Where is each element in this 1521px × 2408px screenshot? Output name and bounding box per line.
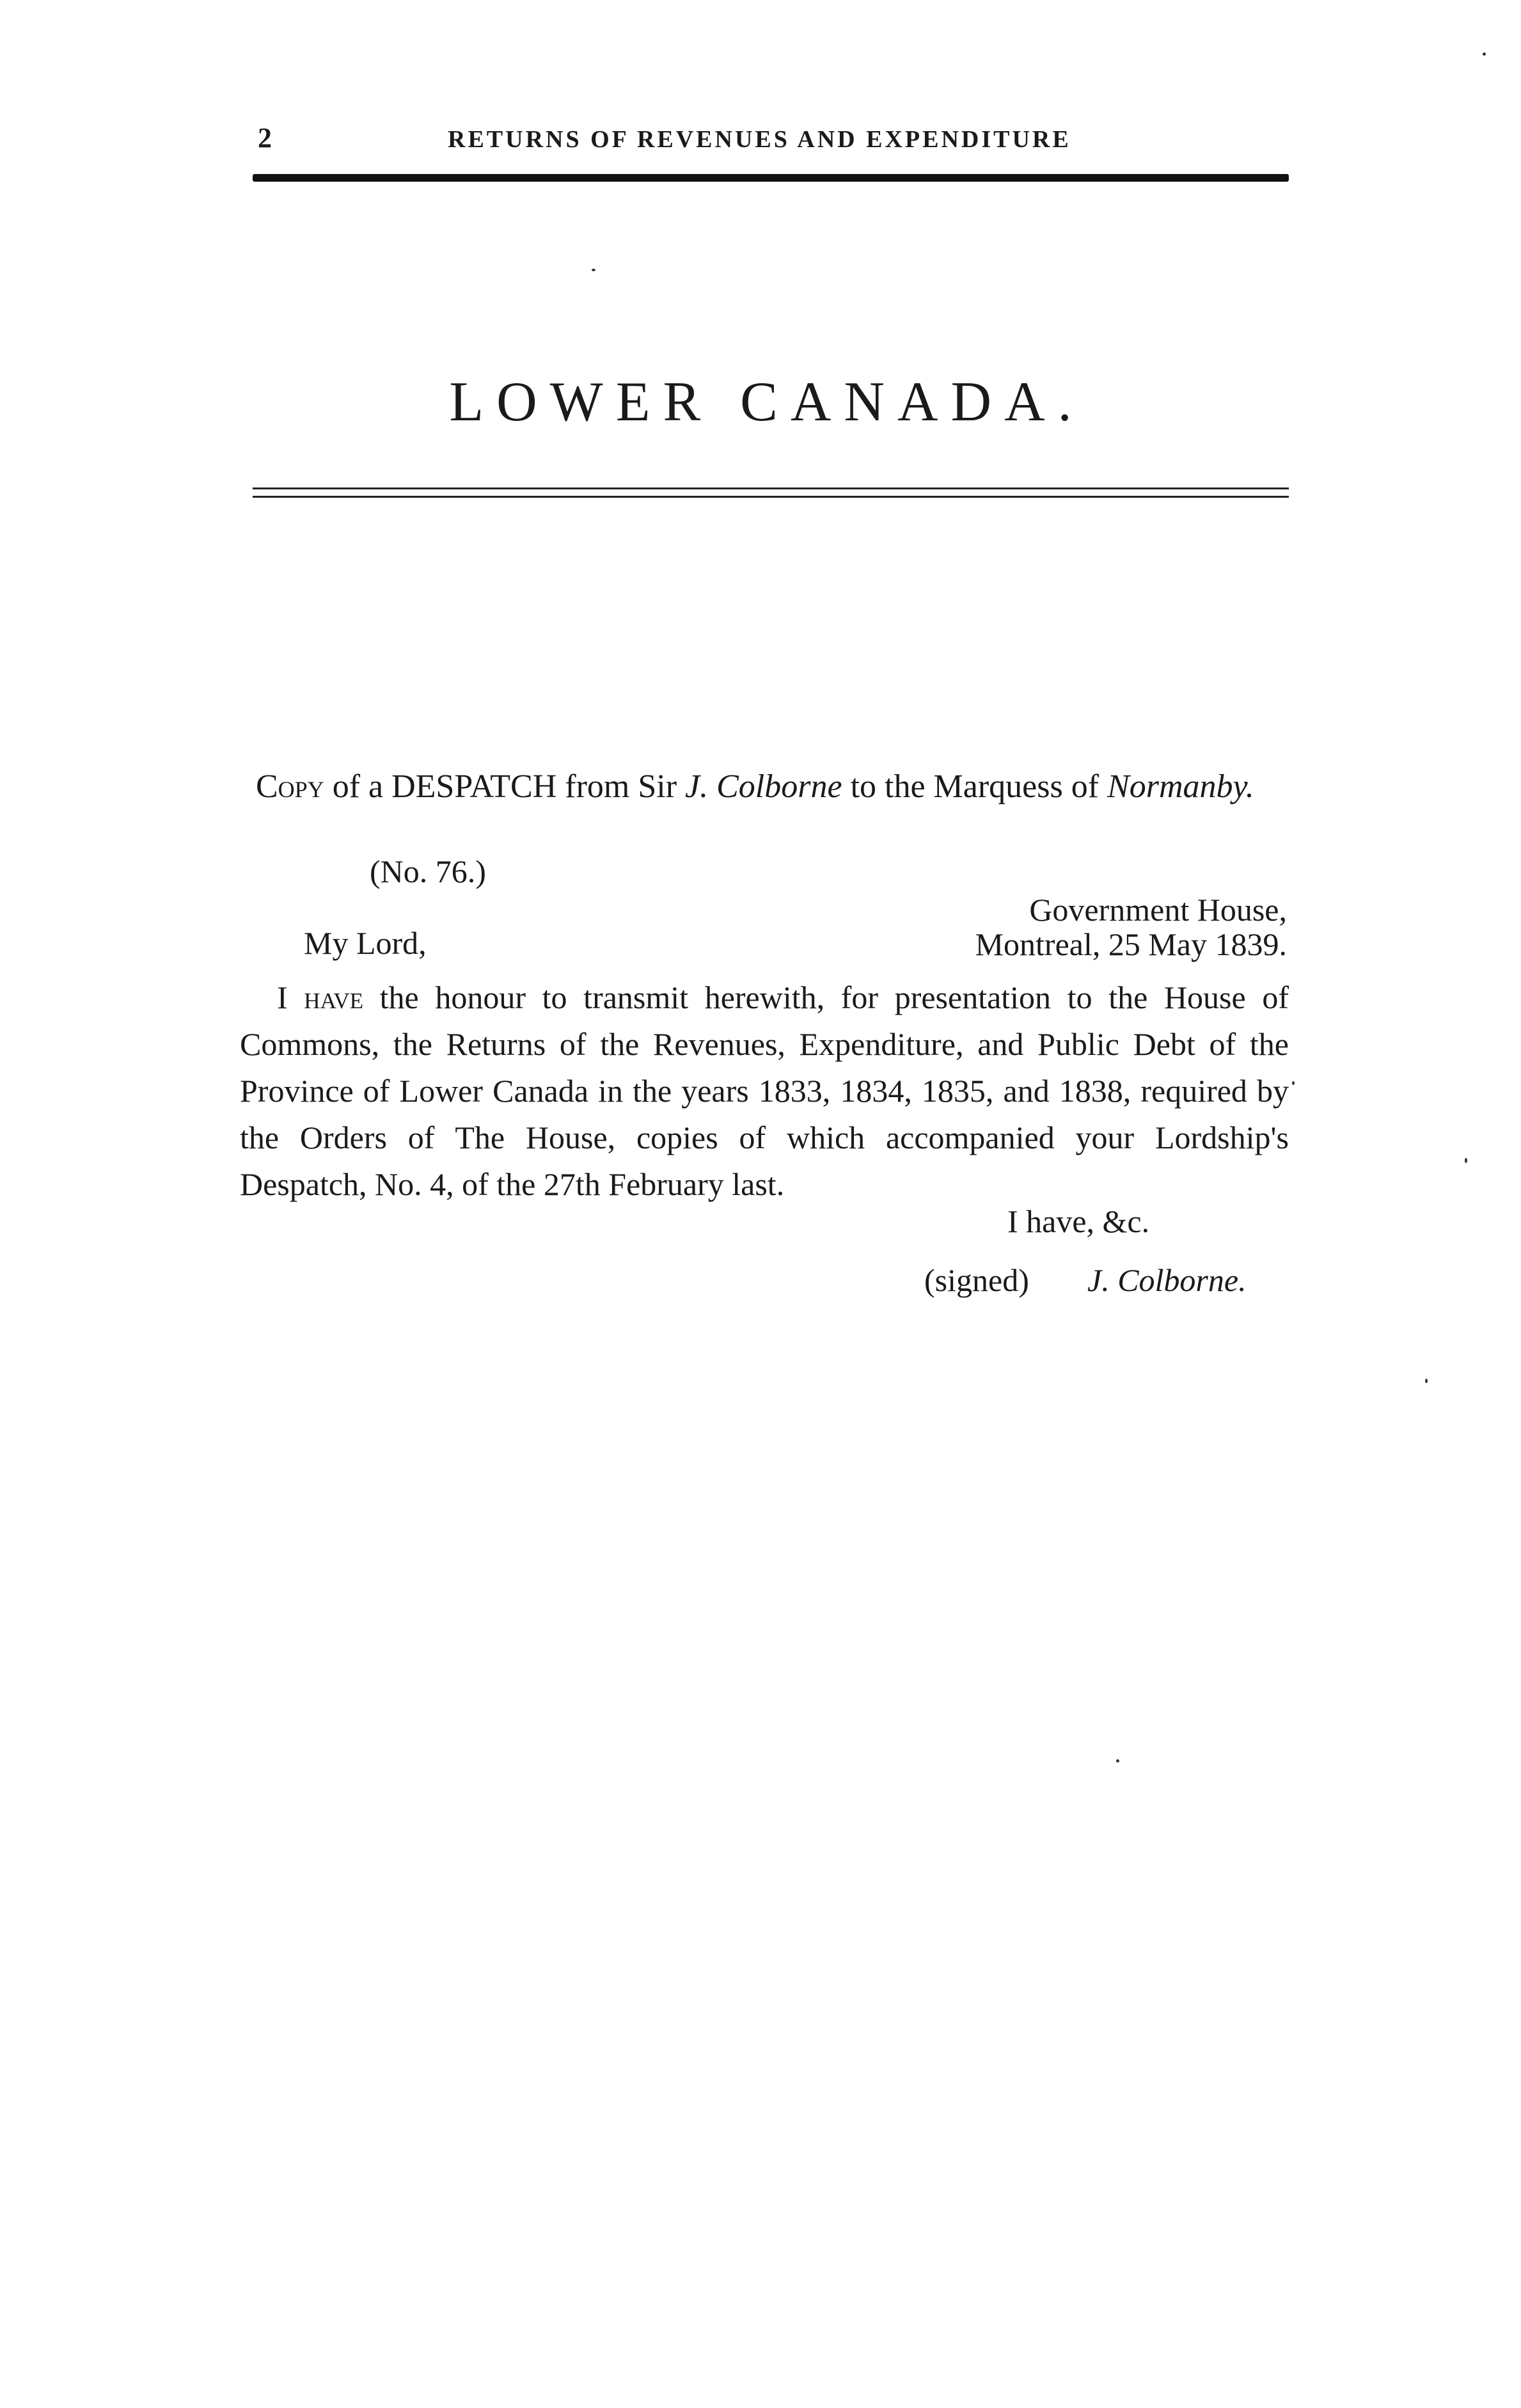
caption-sender: J. Colborne [685, 768, 842, 805]
caption-copy: Copy [256, 768, 324, 805]
place-line-1: Government House, [1029, 892, 1287, 928]
page-number: 2 [258, 122, 272, 154]
caption-to-the: to the Marquess of [842, 768, 1108, 805]
running-title: RETURNS OF REVENUES AND EXPENDITURE [448, 126, 1071, 153]
ink-speck [1292, 1081, 1295, 1085]
ink-speck [1483, 52, 1486, 56]
ink-speck [1116, 1759, 1119, 1762]
signed-label: (signed) [924, 1262, 1029, 1298]
ink-speck [1465, 1158, 1467, 1163]
caption-recipient: Normanby. [1107, 768, 1254, 805]
caption-of-a: of a DESPATCH from Sir [324, 768, 686, 805]
despatch-number: (No. 76.) [370, 853, 486, 889]
place-line-2: Montreal, 25 May 1839. [975, 926, 1287, 962]
ink-speck [592, 269, 595, 271]
header-rule [253, 174, 1289, 182]
letter-opening-word: I have [277, 979, 363, 1015]
letter-closing: I have, &c. [1007, 1203, 1150, 1239]
letter-body [240, 974, 1289, 1208]
despatch-caption [256, 768, 1254, 805]
signature: J. Colborne. [1087, 1262, 1247, 1298]
letter-body-text: the honour to transmit herewith, for presentation to the House of Commons, the Returns of the Revenues, Expenditure, and Public Debt of the Province of Lower Canada in the years 1833, 1834, 1835, and 1838, required by the Orders of The House, copies of which accompanied your Lordship's Despatch, No. 4, of the 27th February last. [240, 979, 1289, 1202]
salutation: My Lord, [304, 925, 427, 961]
title-rule [253, 487, 1289, 498]
ink-speck [1425, 1379, 1428, 1383]
page-title: LOWER CANADA. [449, 371, 1085, 433]
